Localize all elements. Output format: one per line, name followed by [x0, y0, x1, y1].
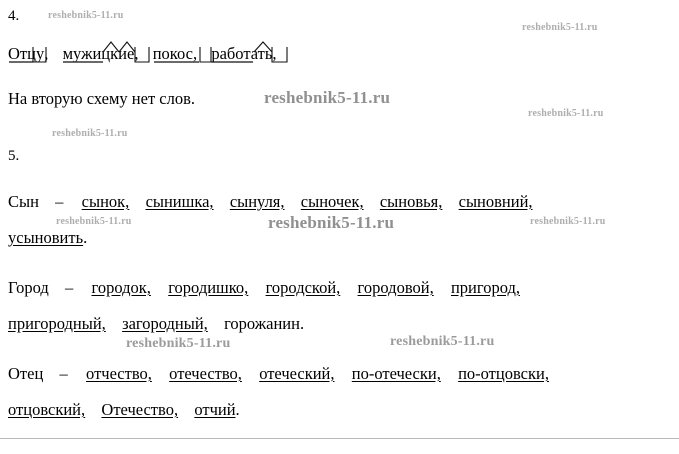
entry-otec-line-1	[8, 364, 549, 384]
entry-gorod-headword: Город	[8, 278, 49, 297]
entry-gorod-dash: –	[65, 278, 74, 297]
watermark: reshebnik5-11.ru	[48, 10, 124, 21]
exercise-4-number: 4.	[8, 8, 20, 24]
exercise-4-note: На вторую схему нет слов.	[8, 89, 196, 108]
entry-syn-word-7: усыновить	[8, 228, 84, 247]
watermark: reshebnik5-11.ru	[52, 128, 128, 139]
watermark: reshebnik5-11.ru	[56, 216, 132, 227]
entry-gorod-word-1: городок,	[91, 278, 151, 297]
entry-otec-word-5: по-отцовски,	[458, 364, 549, 383]
entry-syn-word-5: сыновья,	[379, 192, 443, 211]
entry-syn-word-6: сыновний,	[458, 192, 533, 211]
entry-gorod-word-5: пригород,	[450, 278, 521, 297]
word-muzhickie-text: мужицкие	[62, 44, 135, 63]
comma-4: ,	[272, 44, 277, 63]
exercise-5-number: 5.	[8, 148, 20, 164]
entry-otec-word-2: отечество,	[169, 364, 242, 383]
entry-gorod-word-3: городской,	[265, 278, 341, 297]
entry-otec-word-6: отцовский,	[8, 400, 86, 419]
entry-otec-dash: –	[59, 364, 68, 383]
entry-otec-line-2	[8, 400, 240, 420]
entry-syn-word-4: сыночек,	[300, 192, 364, 211]
word-muzhickie	[63, 44, 135, 64]
watermark: reshebnik5-11.ru	[528, 108, 604, 119]
entry-otec-period: .	[235, 400, 240, 419]
entry-otec-word-1: отчество,	[86, 364, 152, 383]
watermark: reshebnik5-11.ru	[390, 334, 495, 349]
word-pokos-text: покос	[152, 44, 193, 63]
comma-2: ,	[134, 44, 139, 63]
entry-gorod-line-2	[8, 314, 304, 334]
watermark: reshebnik5-11.ru	[522, 22, 598, 33]
watermark: reshebnik5-11.ru	[530, 216, 606, 227]
entry-gorod-word-4: городовой,	[357, 278, 434, 297]
entry-otec-word-4: по-отечески,	[351, 364, 441, 383]
entry-otec-word-8: отчий	[194, 400, 236, 419]
entry-otec-headword: Отец	[8, 364, 44, 383]
entry-syn-line-1	[8, 192, 533, 212]
exercise-4-sentence	[8, 44, 276, 64]
watermark: reshebnik5-11.ru	[268, 213, 395, 232]
comma-1: ,	[44, 44, 49, 63]
word-rabotat-text: работать	[211, 44, 273, 63]
watermark: reshebnik5-11.ru	[126, 336, 231, 351]
entry-syn-word-2: сынишка,	[145, 192, 214, 211]
entry-gorod-word-8: горожанин.	[224, 314, 305, 333]
word-rabotat	[211, 44, 272, 64]
entry-syn-word-3: сынуля,	[229, 192, 285, 211]
word-pokos	[153, 44, 193, 64]
entry-syn-word-1: сынок,	[81, 192, 130, 211]
entry-syn-period: .	[83, 228, 88, 247]
entry-syn-line-2	[8, 228, 87, 248]
entry-gorod-word-6: пригородный,	[8, 314, 106, 333]
page-divider	[0, 438, 679, 439]
entry-gorod-line-1	[8, 278, 520, 298]
watermark: reshebnik5-11.ru	[264, 88, 391, 107]
comma-3: ,	[192, 44, 198, 63]
entry-gorod-word-7: загородный,	[122, 314, 208, 333]
entry-otec-word-3: отеческий,	[259, 364, 335, 383]
entry-syn-dash: –	[55, 192, 64, 211]
word-otcu	[8, 44, 44, 64]
entry-gorod-word-2: городишко,	[168, 278, 249, 297]
entry-syn-headword: Сын	[8, 192, 39, 211]
word-otcu-text: Отцу	[8, 44, 45, 63]
entry-otec-word-7: Отечество,	[101, 400, 179, 419]
